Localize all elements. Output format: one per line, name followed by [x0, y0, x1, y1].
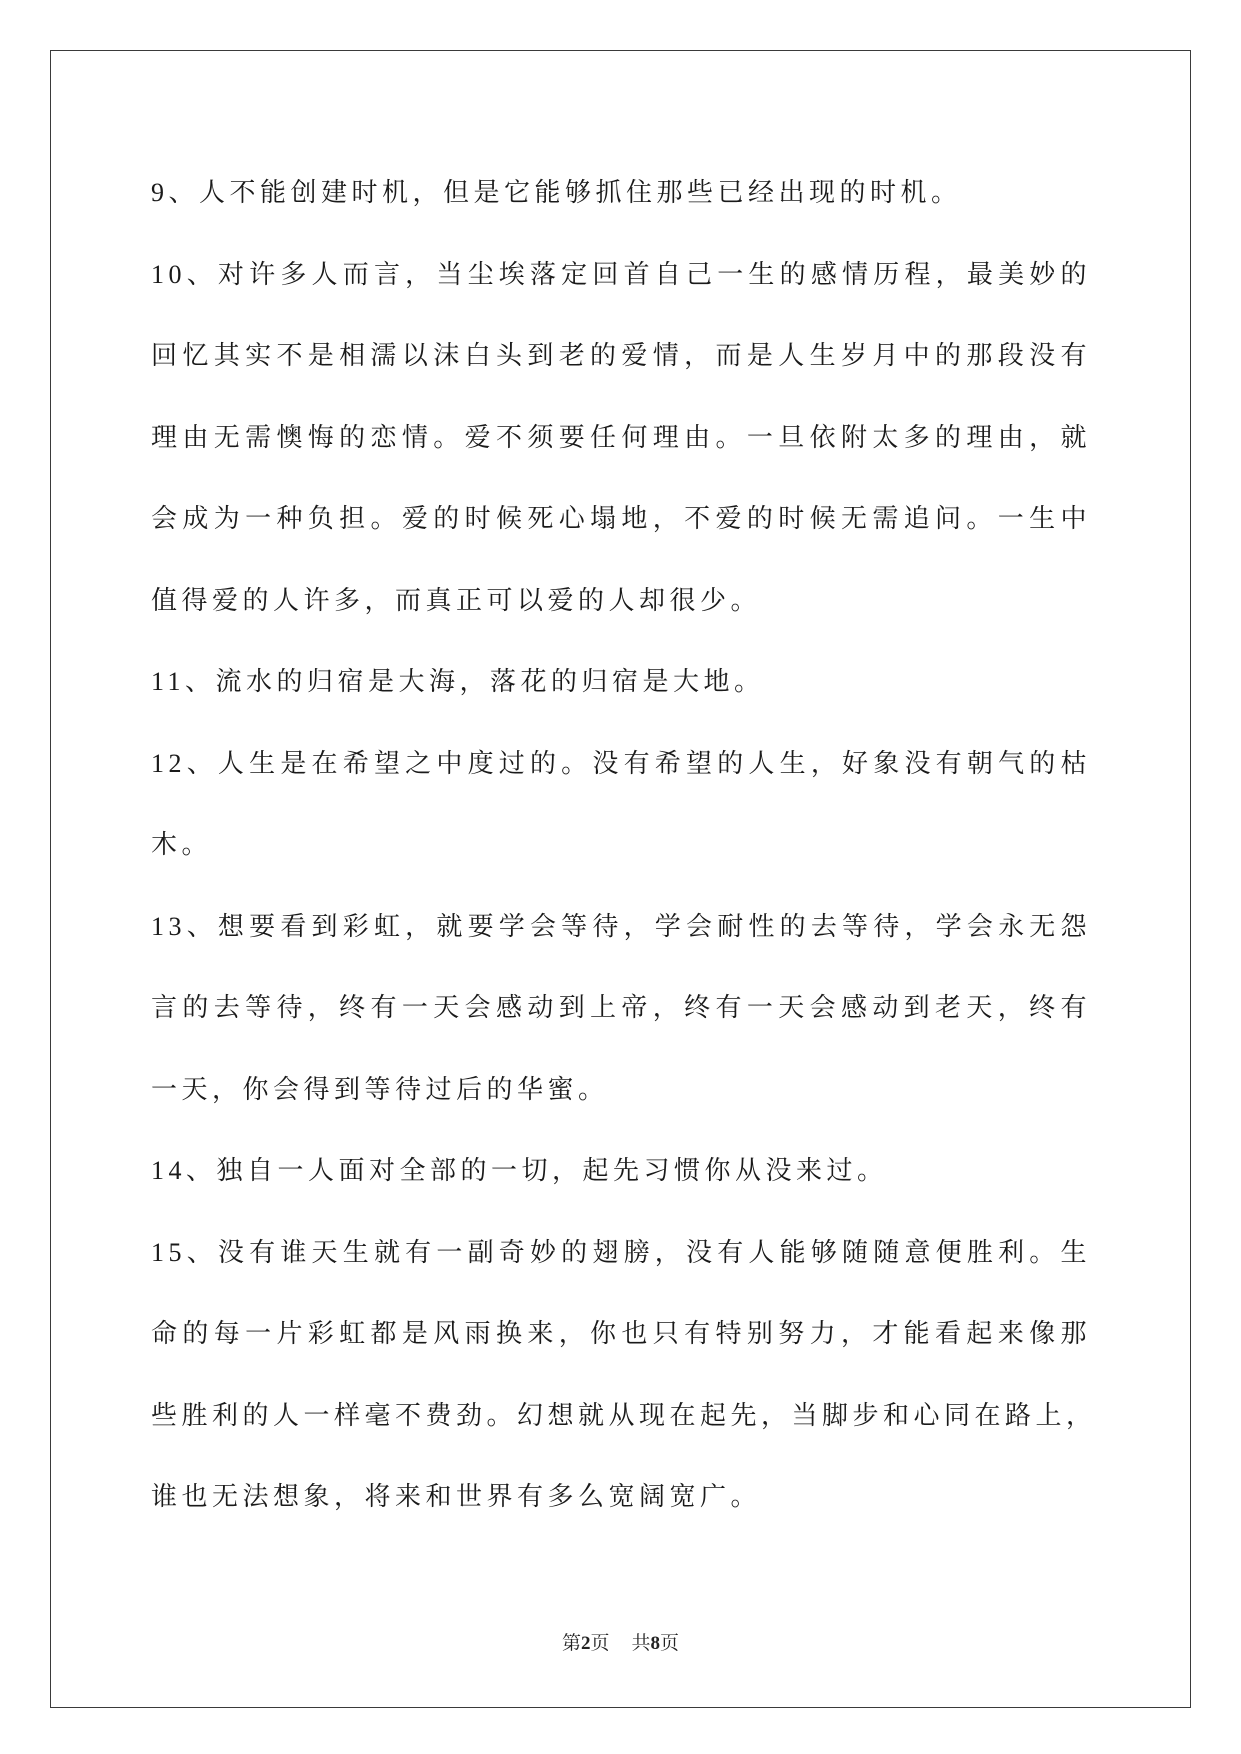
- text-line: 14、独自一人面对全部的一切，起先习惯你从没来过。: [151, 1156, 888, 1185]
- text-line: 9、人不能创建时机，但是它能够抓住那些已经出现的时机。: [151, 178, 962, 207]
- current-page-prefix: 第: [561, 1633, 581, 1654]
- text-line: 谁也无法想象，将来和世界有多么宽阔宽广。: [151, 1482, 762, 1511]
- total-pages-prefix: 共: [631, 1633, 651, 1654]
- text-line: 10、对许多人而言，当尘埃落定回首自己一生的感情历程，最美妙的: [151, 259, 1091, 289]
- text-line: 言的去等待，终有一天会感动到上帝，终有一天会感动到老天，终有: [151, 993, 1091, 1022]
- text-line: 会成为一种负担。爱的时候死心塌地，不爱的时候无需追问。一生中: [151, 504, 1091, 533]
- text-line: 15、没有谁天生就有一副奇妙的翅膀，没有人能够随随意便胜利。生: [151, 1237, 1091, 1267]
- paragraph-12: [151, 723, 1091, 886]
- paragraph-10: [151, 234, 1091, 642]
- text-line: 11、流水的归宿是大海，落花的归宿是大地。: [151, 667, 765, 696]
- paragraph-9: [151, 152, 1091, 234]
- paragraph-15: [151, 1212, 1097, 1538]
- text-line: 回忆其实不是相濡以沫白头到老的爱情，而是人生岁月中的那段没有: [151, 341, 1091, 370]
- text-line: 12、人生是在希望之中度过的。没有希望的人生，好象没有朝气的枯: [151, 748, 1091, 778]
- text-line: 些胜利的人一样毫不费劲。幻想就从现在起先，当脚步和心同在路上，: [151, 1400, 1097, 1430]
- paragraph-14: [151, 1130, 1091, 1212]
- text-line: 命的每一片彩虹都是风雨换来，你也只有特别努力，才能看起来像那: [151, 1319, 1091, 1348]
- text-line: 理由无需懊悔的恋情。爱不须要任何理由。一旦依附太多的理由，就: [151, 422, 1091, 452]
- text-line: 一天，你会得到等待过后的华蜜。: [151, 1074, 609, 1104]
- current-page-number: 2: [580, 1633, 591, 1654]
- total-pages-suffix: 页: [660, 1633, 680, 1654]
- document-body: [151, 152, 1097, 1538]
- text-line: 13、想要看到彩虹，就要学会等待，学会耐性的去等待，学会永无怨: [151, 911, 1091, 941]
- text-line: 值得爱的人许多，而真正可以爱的人却很少。: [151, 585, 762, 615]
- paragraph-13: [151, 886, 1091, 1131]
- current-page-suffix: 页: [590, 1633, 610, 1654]
- page-number-footer: [0, 1631, 1241, 1657]
- text-line: 木。: [151, 830, 213, 859]
- paragraph-11: [151, 641, 1091, 723]
- total-pages-number: 8: [650, 1633, 661, 1654]
